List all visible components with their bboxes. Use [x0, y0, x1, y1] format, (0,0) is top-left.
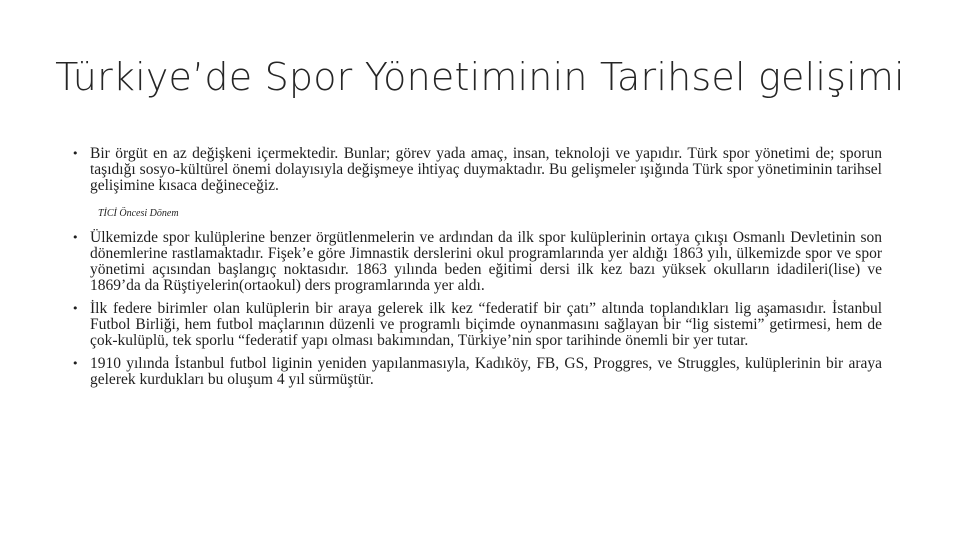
bullet-text: İlk federe birimler olan kulüplerin bir araya gelerek ilk kez “federatif bir çatı” altında toplandıkları lig aşamasıdır. İstanbul Futbol Birliği, hem futbol maçlarının düzenli ve programlı biçimde oynanmasını sağlayan bir “lig sistemi” getirmesi, hem de çok-kulüplü, tek sporlu “federatif yapı olması bakımından, Türkiye’nin spor tarihinde önemli bir yer tutar.	[90, 300, 882, 349]
list-item	[72, 146, 882, 194]
bullet-icon: •	[72, 231, 79, 244]
list-item	[72, 301, 882, 349]
bullet-text: Ülkemizde spor kulüplerine benzer örgütlenmelerin ve ardından da ilk spor kulüplerinin ortaya çıkışı Osmanlı Devletinin son dönemlerine rastlamaktadır. Fişek’e göre Jimnastik derslerini okul programlarında yer aldığı 1863 yılı, ülkemizde spor ve spor yönetimi açısından başlangıç noktasıdır. 1863 yılında beden eğitimi dersi ilk kez bazı yüksek okulların idadileri(lise) ve 1869’da da Rüştiyelerin(ortaokul) ders programlarında yer aldı.	[90, 229, 882, 294]
bullet-text: Bir örgüt en az değişkeni içermektedir. Bunlar; görev yada amaç, insan, teknoloji ve yapıdır. Türk spor yönetimi de; sporun taşıdığı sosyo-kültürel önemi dolayısıyla değişmeye ihtiyaç duymaktadır. Bu gelişmeler ışığında Türk spor yönetiminin tarihsel gelişimine kısaca değineceğiz.	[90, 145, 882, 194]
section-label: TİCİ Öncesi Dönem	[98, 208, 179, 219]
bullet-icon: •	[72, 147, 79, 160]
bullet-icon: •	[72, 302, 79, 315]
list-item	[72, 356, 882, 388]
bullet-text: 1910 yılında İstanbul futbol liginin yeniden yapılanmasıyla, Kadıköy, FB, GS, Proggres, ve Struggles, kulüplerinin bir araya gelerek kurdukları bu oluşum 4 yıl sürmüştür.	[90, 355, 882, 388]
bullet-icon: •	[72, 357, 79, 370]
slide-title: Türkiye’de Spor Yönetiminin Tarihsel gelişimi	[55, 55, 905, 99]
list-item	[72, 230, 882, 294]
slide-body	[72, 146, 882, 388]
